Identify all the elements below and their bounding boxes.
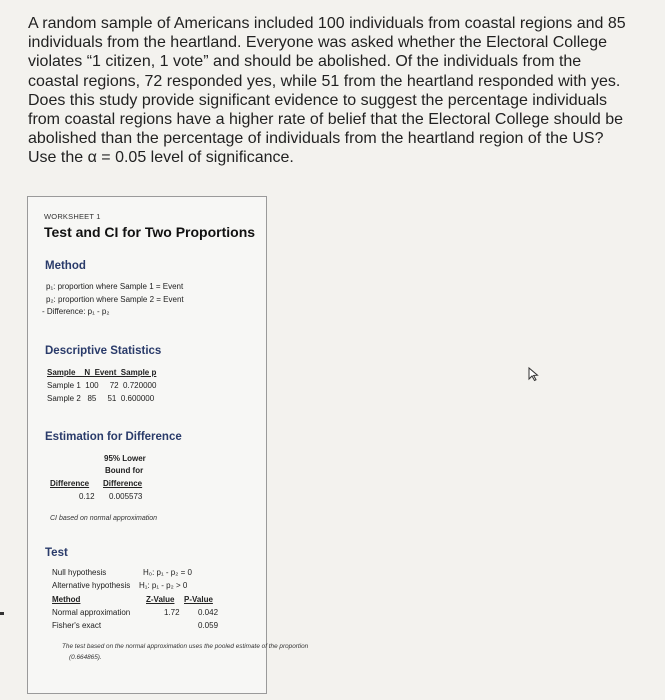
descriptive-row: Sample 2 85 51 0.600000 bbox=[47, 394, 155, 403]
question-line: A random sample of Americans included 100 individuals from coastal regions and 85 bbox=[28, 15, 626, 32]
normal-approx-label: Normal approximation bbox=[52, 608, 131, 617]
edge-mark bbox=[0, 612, 4, 615]
question-line: abolished than the percentage of individuals from the heartland region of the US? bbox=[28, 130, 604, 148]
test-heading: Test bbox=[45, 547, 68, 559]
descriptive-header: Sample N Event Sample p bbox=[47, 368, 157, 377]
question-line: from coastal regions have a higher rate of belief that the Electoral College should be bbox=[28, 111, 624, 129]
fisher-exact-p: 0.059 bbox=[198, 621, 219, 630]
method-p1: p₁: proportion where Sample 1 = Event bbox=[46, 282, 184, 291]
null-hypothesis-value: H₀: p₁ - p₂ = 0 bbox=[143, 568, 192, 577]
estimation-note: CI based on normal approximation bbox=[50, 515, 158, 522]
estimation-value: 0.005573 bbox=[109, 492, 143, 501]
question-line: individuals from the heartland. Everyone was asked whether the Electoral College bbox=[28, 34, 607, 52]
method-diff: - Difference: p₁ - p₂ bbox=[42, 307, 110, 316]
test-note-pooled: (0.664865). bbox=[69, 654, 102, 661]
test-z-header: Z-Value bbox=[146, 595, 175, 604]
fisher-exact-label: Fisher's exact bbox=[52, 621, 102, 630]
test-p-header: P-Value bbox=[184, 595, 213, 604]
question-line: Does this study provide significant evidence to suggest the percentage individuals bbox=[28, 91, 608, 109]
method-heading: Method bbox=[45, 260, 86, 272]
estimation-h2: Difference bbox=[103, 479, 143, 488]
normal-approx-z: 1.72 bbox=[164, 608, 180, 617]
estimation-value: 0.12 bbox=[79, 492, 95, 501]
question-text bbox=[28, 14, 650, 168]
descriptive-row: Sample 1 100 72 0.720000 bbox=[47, 381, 157, 390]
worksheet-title: Test and CI for Two Proportions bbox=[44, 224, 256, 240]
alt-hypothesis-label: Alternative hypothesis bbox=[52, 581, 131, 590]
normal-approx-p: 0.042 bbox=[198, 608, 219, 617]
estimation-col2: Bound for bbox=[105, 466, 144, 475]
worksheet-label: WORKSHEET 1 bbox=[44, 212, 101, 221]
test-note: The test based on the normal approximation uses the pooled estimate of the proportion bbox=[62, 643, 309, 650]
cursor-icon bbox=[526, 366, 542, 382]
estimation-heading: Estimation for Difference bbox=[45, 431, 182, 443]
test-method-header: Method bbox=[52, 595, 81, 604]
alt-hypothesis-value: H₁: p₁ - p₂ > 0 bbox=[139, 581, 188, 590]
question-line: Use the α = 0.05 level of significance. bbox=[28, 149, 294, 167]
minitab-worksheet-image bbox=[27, 196, 309, 694]
estimation-col1: 95% Lower bbox=[104, 454, 146, 463]
question-line: violates “1 citizen, 1 vote” and should be abolished. Of the individuals from the bbox=[28, 53, 582, 71]
estimation-h1: Difference bbox=[50, 479, 90, 488]
null-hypothesis-label: Null hypothesis bbox=[52, 568, 107, 577]
method-p2: p₂: proportion where Sample 2 = Event bbox=[46, 295, 184, 304]
question-line: coastal regions, 72 responded yes, while 51 from the heartland responded with yes. bbox=[28, 72, 621, 90]
descriptive-heading: Descriptive Statistics bbox=[45, 345, 162, 357]
